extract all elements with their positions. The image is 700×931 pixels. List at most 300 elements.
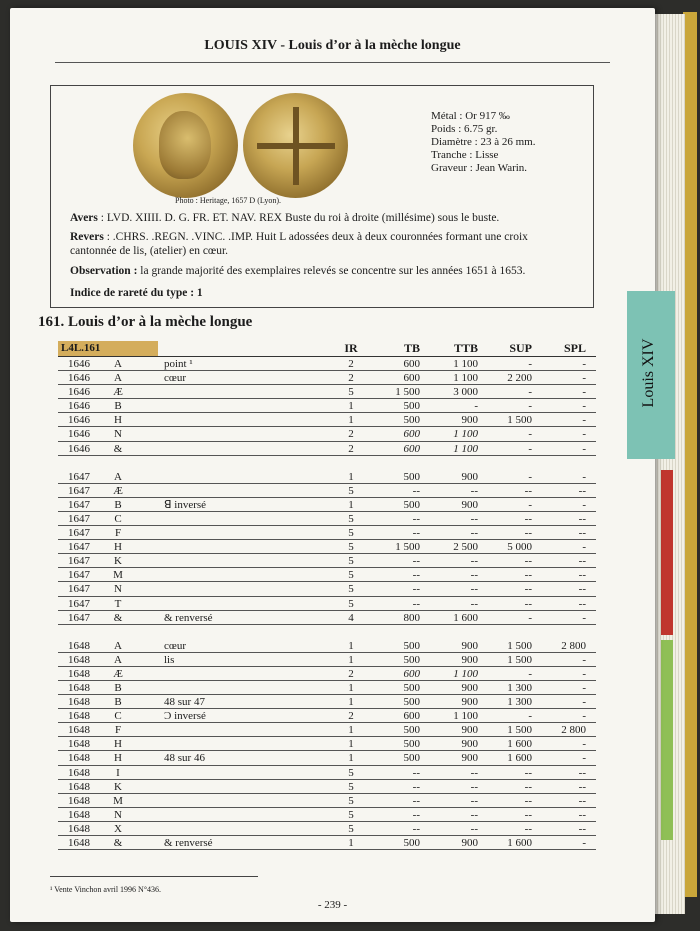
- rarity-line: [70, 286, 590, 301]
- table-header: [58, 341, 596, 357]
- avers-text: : LVD. XIIII. D. G. FR. ET. NAV. REX Buste du roi à droite (millésime) sous le buste.: [97, 212, 500, 224]
- cell-year: 1646: [68, 414, 90, 427]
- cell-ir: 5: [348, 583, 354, 596]
- cell-mint: &: [113, 442, 123, 455]
- cell-year: 1648: [68, 681, 90, 694]
- cell-ir: 5: [348, 512, 354, 525]
- cell-year: 1648: [68, 653, 90, 666]
- photo-credit: Photo : Heritage, 1657 D (Lyon).: [175, 196, 281, 205]
- green-thumb-tab: [661, 640, 673, 840]
- cell-ttb: --: [470, 527, 478, 540]
- cell-mint: A: [114, 470, 122, 483]
- cell-spl: -: [582, 653, 586, 666]
- cell-sup: -: [528, 428, 532, 441]
- table-row: [58, 611, 596, 625]
- footnote-rule: [50, 876, 258, 877]
- cell-ttb: -: [474, 400, 478, 413]
- cell-sup: --: [524, 569, 532, 582]
- coin-info-box: [50, 85, 594, 308]
- cell-mint: N: [114, 428, 122, 441]
- cell-ir: 2: [348, 358, 354, 370]
- cell-sup: -: [528, 710, 532, 723]
- table-row: [58, 597, 596, 611]
- cell-tb: 500: [403, 653, 420, 666]
- cell-tb: --: [412, 822, 420, 835]
- cell-tb: 1 500: [395, 386, 420, 399]
- cell-tb: 500: [403, 400, 420, 413]
- cell-ttb: 900: [461, 752, 478, 765]
- cell-sup: -: [528, 667, 532, 680]
- cell-ir: 5: [348, 780, 354, 793]
- cell-sup: 1 500: [507, 639, 532, 652]
- red-thumb-tab: [661, 470, 673, 635]
- cell-mint: M: [113, 794, 123, 807]
- cell-sup: -: [528, 358, 532, 370]
- cell-ttb: --: [470, 484, 478, 497]
- cell-ir: 1: [348, 400, 354, 413]
- cell-tb: 500: [403, 639, 420, 652]
- table-row: [58, 723, 596, 737]
- rarity-label: Indice de rareté du type : 1: [70, 287, 203, 299]
- table-group: [58, 639, 596, 850]
- thumb-index-label: Louis XIV: [640, 338, 657, 408]
- cell-ir: 1: [348, 696, 354, 709]
- cell-sup: --: [524, 527, 532, 540]
- cell-mint: C: [114, 512, 122, 525]
- header-sup: SUP: [509, 341, 532, 355]
- table-row: [58, 526, 596, 540]
- cell-year: 1646: [68, 400, 90, 413]
- cell-spl: --: [578, 484, 586, 497]
- title-rule: [55, 62, 610, 63]
- table-row: [58, 653, 596, 667]
- cell-ir: 1: [348, 738, 354, 751]
- revers-line-2: cantonnée de lis, (atelier) en cœur.: [70, 245, 229, 257]
- spec-weight: Poids : 6.75 gr.: [431, 123, 498, 135]
- running-title: [55, 38, 610, 54]
- cell-ttb: 1 100: [453, 710, 478, 723]
- cell-sup: --: [524, 484, 532, 497]
- cell-year: 1646: [68, 428, 90, 441]
- cell-ttb: --: [470, 569, 478, 582]
- cell-tb: --: [412, 512, 420, 525]
- cell-spl: --: [578, 808, 586, 821]
- cell-tb: 600: [403, 358, 420, 370]
- cell-ttb: 1 600: [453, 611, 478, 624]
- coin-obverse-image: [133, 93, 238, 198]
- table-row: [58, 780, 596, 794]
- table-row: [58, 836, 596, 850]
- header-spl: SPL: [563, 341, 586, 355]
- cell-sup: -: [528, 470, 532, 483]
- cell-ir: 2: [348, 442, 354, 455]
- cell-tb: 600: [403, 428, 420, 441]
- cell-spl: -: [582, 541, 586, 554]
- cell-sup: 1 600: [507, 837, 532, 849]
- cell-ttb: --: [470, 808, 478, 821]
- cell-ttb: --: [470, 583, 478, 596]
- cell-spl: --: [578, 569, 586, 582]
- cell-mint: B: [114, 400, 122, 413]
- cell-year: 1648: [68, 766, 90, 779]
- cell-year: 1648: [68, 667, 90, 680]
- cell-mint: B: [114, 696, 122, 709]
- cell-spl: --: [578, 780, 586, 793]
- cell-ir: 4: [348, 611, 354, 624]
- cell-ttb: 1 100: [453, 428, 478, 441]
- cell-tb: --: [412, 597, 420, 610]
- cell-sup: 2 200: [507, 372, 532, 385]
- cell-ir: 2: [348, 372, 354, 385]
- observation-line: [70, 264, 590, 279]
- cell-sup: -: [528, 442, 532, 455]
- cell-ir: 5: [348, 569, 354, 582]
- thumb-index-tab: [627, 291, 675, 459]
- cell-spl: -: [582, 667, 586, 680]
- spec-diameter: Diamètre : 23 à 26 mm.: [431, 136, 536, 148]
- cell-tb: 800: [403, 611, 420, 624]
- cell-ir: 5: [348, 808, 354, 821]
- cell-tb: --: [412, 555, 420, 568]
- cell-spl: -: [582, 738, 586, 751]
- cell-mint: &: [113, 837, 123, 849]
- cell-spl: -: [582, 681, 586, 694]
- cell-year: 1647: [68, 498, 90, 511]
- cell-sup: 1 500: [507, 414, 532, 427]
- cell-spl: -: [582, 372, 586, 385]
- cell-sup: --: [524, 766, 532, 779]
- cell-ttb: 900: [461, 696, 478, 709]
- cell-var: 48 sur 47: [164, 696, 205, 709]
- cell-spl: -: [582, 611, 586, 624]
- cell-var: lis: [164, 653, 175, 666]
- cell-ttb: --: [470, 512, 478, 525]
- cell-tb: 600: [403, 667, 420, 680]
- cell-year: 1647: [68, 569, 90, 582]
- page-number: - 239 -: [317, 899, 348, 911]
- table-row: [58, 751, 596, 765]
- cell-ir: 2: [348, 428, 354, 441]
- cell-mint: F: [114, 724, 122, 737]
- cell-mint: K: [114, 780, 122, 793]
- cell-sup: 1 600: [507, 738, 532, 751]
- cell-year: 1647: [68, 484, 90, 497]
- cell-tb: 500: [403, 752, 420, 765]
- cell-mint: H: [114, 414, 122, 427]
- cell-year: 1648: [68, 822, 90, 835]
- cell-ir: 1: [348, 470, 354, 483]
- cell-year: 1648: [68, 808, 90, 821]
- cell-ir: 5: [348, 597, 354, 610]
- cell-year: 1648: [68, 639, 90, 652]
- header-ir: IR: [344, 341, 358, 355]
- cell-ttb: 1 100: [453, 442, 478, 455]
- cell-mint: H: [114, 541, 122, 554]
- cell-tb: --: [412, 484, 420, 497]
- cell-mint: K: [114, 555, 122, 568]
- cell-tb: 500: [403, 498, 420, 511]
- cell-sup: --: [524, 597, 532, 610]
- table-row: [58, 442, 596, 456]
- cell-ttb: 1 100: [453, 667, 478, 680]
- cell-mint: C: [114, 710, 122, 723]
- cell-sup: --: [524, 794, 532, 807]
- cell-year: 1647: [68, 512, 90, 525]
- cell-mint: &: [113, 611, 123, 624]
- cell-tb: 1 500: [395, 541, 420, 554]
- cell-sup: --: [524, 583, 532, 596]
- table-row: [58, 399, 596, 413]
- cell-ttb: --: [470, 780, 478, 793]
- book-page: [10, 8, 655, 922]
- cell-sup: 1 500: [507, 724, 532, 737]
- cell-sup: --: [524, 555, 532, 568]
- cell-mint: B: [114, 681, 122, 694]
- cell-var: Ɔ inversé: [164, 710, 206, 723]
- avers-label: Avers: [70, 212, 98, 224]
- book-cover-edge: [683, 12, 697, 897]
- cell-ttb: 900: [461, 414, 478, 427]
- table-row: [58, 822, 596, 836]
- cell-spl: -: [582, 752, 586, 765]
- cell-year: 1646: [68, 442, 90, 455]
- cell-var: point ¹: [164, 358, 193, 370]
- cell-var: cœur: [164, 372, 186, 385]
- cell-sup: --: [524, 780, 532, 793]
- cell-mint: B: [114, 498, 122, 511]
- cell-spl: -: [582, 442, 586, 455]
- cell-ttb: 900: [461, 738, 478, 751]
- cell-tb: --: [412, 569, 420, 582]
- cell-year: 1647: [68, 611, 90, 624]
- revers-label: Revers: [70, 231, 104, 243]
- cell-ttb: 1 100: [453, 372, 478, 385]
- cell-spl: -: [582, 414, 586, 427]
- cell-mint: X: [114, 822, 122, 835]
- cell-sup: -: [528, 611, 532, 624]
- cell-year: 1648: [68, 724, 90, 737]
- cell-spl: -: [582, 498, 586, 511]
- title-king: LOUIS XIV: [204, 38, 277, 53]
- cell-year: 1646: [68, 372, 90, 385]
- price-table: [58, 341, 596, 850]
- cell-ttb: 1 100: [453, 358, 478, 370]
- cell-mint: F: [114, 527, 122, 540]
- cell-mint: H: [114, 738, 122, 751]
- table-group: [58, 470, 596, 625]
- cell-tb: 500: [403, 470, 420, 483]
- avers-line: [70, 211, 590, 226]
- cell-year: 1646: [68, 358, 90, 370]
- table-row: [58, 371, 596, 385]
- cell-tb: --: [412, 780, 420, 793]
- cell-year: 1647: [68, 527, 90, 540]
- cell-sup: 1 500: [507, 653, 532, 666]
- cell-mint: A: [114, 358, 122, 370]
- cell-tb: --: [412, 794, 420, 807]
- cell-ir: 1: [348, 724, 354, 737]
- cell-ir: 5: [348, 386, 354, 399]
- cell-spl: -: [582, 837, 586, 849]
- table-row: [58, 737, 596, 751]
- cell-ir: 5: [348, 541, 354, 554]
- section-title: 161. Louis d’or à la mèche longue: [38, 314, 253, 330]
- table-row: [58, 512, 596, 526]
- cell-sup: --: [524, 512, 532, 525]
- cell-mint: A: [114, 372, 122, 385]
- table-row: [58, 554, 596, 568]
- cell-ttb: 3 000: [453, 386, 478, 399]
- cell-var: cœur: [164, 639, 186, 652]
- revers-text: : .CHRS. .REGN. .VINC. .IMP. Huit L adossées deux à deux couronnées formant une croix: [103, 231, 528, 243]
- cell-sup: --: [524, 822, 532, 835]
- cell-ttb: --: [470, 822, 478, 835]
- table-row: [58, 427, 596, 441]
- table-row: [58, 540, 596, 554]
- table-row: [58, 695, 596, 709]
- cell-ir: 5: [348, 527, 354, 540]
- cell-ttb: 900: [461, 470, 478, 483]
- cell-year: 1646: [68, 386, 90, 399]
- cell-ttb: --: [470, 597, 478, 610]
- cell-sup: 1 600: [507, 752, 532, 765]
- cell-tb: --: [412, 583, 420, 596]
- cell-ttb: 900: [461, 724, 478, 737]
- table-row: [58, 568, 596, 582]
- table-row: [58, 709, 596, 723]
- cell-tb: --: [412, 766, 420, 779]
- cell-tb: 600: [403, 442, 420, 455]
- observation-text: la grande majorité des exemplaires relevés se concentre sur les années 1651 à 1653.: [137, 265, 526, 277]
- cell-ir: 1: [348, 639, 354, 652]
- cell-spl: --: [578, 794, 586, 807]
- cell-sup: 1 300: [507, 681, 532, 694]
- cell-sup: -: [528, 498, 532, 511]
- table-row: [58, 413, 596, 427]
- cell-ttb: --: [470, 555, 478, 568]
- cell-ttb: 900: [461, 681, 478, 694]
- coin-reverse-image: [243, 93, 348, 198]
- cell-year: 1648: [68, 710, 90, 723]
- header-ttb: TTB: [453, 341, 478, 355]
- cell-year: 1647: [68, 597, 90, 610]
- cell-spl: --: [578, 512, 586, 525]
- cell-var: & renversé: [164, 837, 213, 849]
- cell-ttb: 900: [461, 837, 478, 849]
- cell-ir: 1: [348, 414, 354, 427]
- cell-spl: --: [578, 527, 586, 540]
- cell-mint: A: [114, 639, 122, 652]
- cell-tb: 600: [403, 372, 420, 385]
- cell-tb: --: [412, 808, 420, 821]
- table-row: [58, 808, 596, 822]
- cell-ir: 1: [348, 752, 354, 765]
- cell-tb: 500: [403, 696, 420, 709]
- table-row: [58, 498, 596, 512]
- cell-ir: 2: [348, 710, 354, 723]
- reference-code: L4L.161: [58, 341, 158, 356]
- cell-year: 1648: [68, 696, 90, 709]
- header-tb: TB: [403, 341, 420, 355]
- cell-tb: 500: [403, 414, 420, 427]
- revers-line: [70, 230, 590, 245]
- cell-mint: M: [113, 569, 123, 582]
- cell-spl: --: [578, 555, 586, 568]
- cell-ir: 5: [348, 555, 354, 568]
- cell-year: 1648: [68, 738, 90, 751]
- footnote: ¹ Vente Vinchon avril 1996 N°436.: [50, 885, 162, 894]
- cell-ttb: --: [470, 794, 478, 807]
- cell-ir: 1: [348, 653, 354, 666]
- cell-mint: N: [114, 808, 122, 821]
- table-row: [58, 766, 596, 780]
- cell-tb: 500: [403, 738, 420, 751]
- table-row: [58, 639, 596, 653]
- cell-ir: 5: [348, 484, 354, 497]
- table-row: [58, 484, 596, 498]
- table-row: [58, 794, 596, 808]
- cell-sup: -: [528, 386, 532, 399]
- cell-spl: -: [582, 710, 586, 723]
- cell-year: 1647: [68, 583, 90, 596]
- cell-ir: 1: [348, 681, 354, 694]
- cell-year: 1648: [68, 837, 90, 849]
- cell-spl: -: [582, 358, 586, 370]
- cell-tb: --: [412, 527, 420, 540]
- cell-mint: T: [114, 597, 122, 610]
- cell-mint: Æ: [113, 484, 123, 497]
- cell-spl: -: [582, 386, 586, 399]
- cell-spl: --: [578, 583, 586, 596]
- cell-mint: H: [114, 752, 122, 765]
- table-row: [58, 385, 596, 399]
- table-row: [58, 667, 596, 681]
- cell-ttb: 900: [461, 498, 478, 511]
- spec-edge: Tranche : Lisse: [431, 149, 499, 161]
- cell-year: 1648: [68, 752, 90, 765]
- cell-ir: 1: [348, 498, 354, 511]
- cell-mint: N: [114, 583, 122, 596]
- cell-ttb: 900: [461, 653, 478, 666]
- observation-label: Observation :: [70, 265, 138, 277]
- cell-year: 1648: [68, 794, 90, 807]
- table-row: [58, 681, 596, 695]
- cell-var: ꓭ inversé: [164, 498, 207, 511]
- cell-sup: 1 300: [507, 696, 532, 709]
- cell-spl: -: [582, 696, 586, 709]
- cell-spl: -: [582, 428, 586, 441]
- cell-tb: 500: [403, 724, 420, 737]
- cell-ttb: --: [470, 766, 478, 779]
- cell-spl: --: [578, 766, 586, 779]
- cell-ttb: 2 500: [453, 541, 478, 554]
- cell-sup: -: [528, 400, 532, 413]
- cell-year: 1647: [68, 470, 90, 483]
- cell-ir: 5: [348, 794, 354, 807]
- cell-ir: 1: [348, 837, 354, 849]
- cell-ttb: 900: [461, 639, 478, 652]
- cell-var: & renversé: [164, 611, 213, 624]
- cell-spl: -: [582, 470, 586, 483]
- cell-spl: 2 800: [561, 639, 586, 652]
- cell-tb: 500: [403, 681, 420, 694]
- spec-engraver: Graveur : Jean Warin.: [431, 162, 528, 174]
- table-row: [58, 470, 596, 484]
- cell-spl: 2 800: [561, 724, 586, 737]
- table-row: [58, 357, 596, 371]
- table-group: [58, 357, 596, 456]
- cell-mint: A: [114, 653, 122, 666]
